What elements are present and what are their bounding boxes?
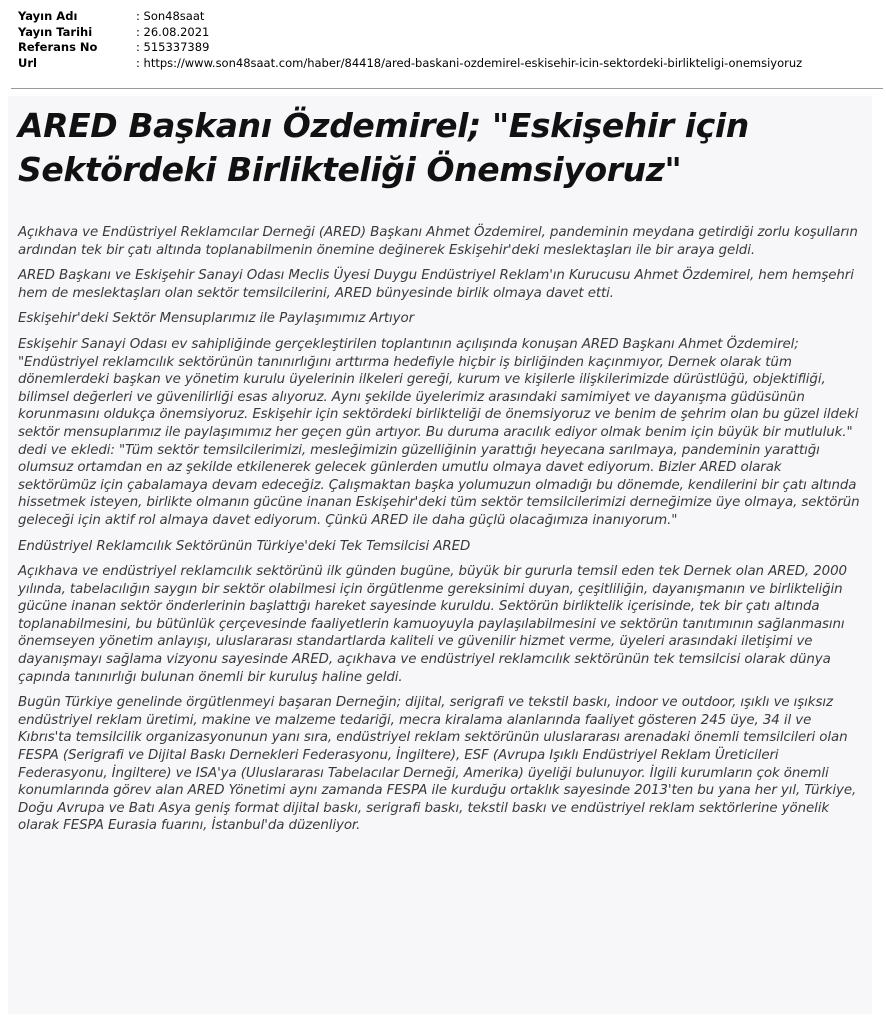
article-paragraph: Açıkhava ve Endüstriyel Reklamcılar Derneği (ARED) Başkanı Ahmet Özdemirel, pandeminin meydana getirdiği zorlu koşulların ardından tek bir çatı altında toplanabilmenin önemine değinerek Eskişehir'deki meslektaşları ile bir araya geldi. xyxy=(18,225,858,258)
meta-value: : 515337389 xyxy=(136,40,210,54)
meta-label: Referans No xyxy=(18,40,98,54)
article-paragraph: Bugün Türkiye genelinde örgütlenmeyi başaran Derneğin; dijital, serigrafi ve tekstil baskı, indoor ve outdoor, ışıklı ve ışıksız endüstriyel reklam üretimi, makine ve malzeme tedariği, mecra kiralama alanlarında faaliyet gösteren 245 üye, 34 il ve Kıbrıs'ta temsilcilik organizasyonunun yanı sıra, endüstriyel reklam sektörünün uluslararası arenadaki önemli temsilcileri olan FESPA (Serigrafi ve Dijital Baskı Dernekleri Federasyonu, İngiltere), ESF (Avrupa Işıklı Endüstriyel Reklam Üreticileri Federasyonu, İngiltere) ve ISA'ya (Uluslararası Tabelacılar Derneği, Amerika) üyeliği bulunuyor. İlgili kurumların çok önemli konumlarında görev alan ARED Yönetimi aynı zamanda FESPA ile kurduğu ortaklık sayesinde 2013'ten bu yana her yıl, Türkiye, Doğu Avrupa ve Batı Asya geniş format dijital baskı, serigrafi baskı, tekstil baskı ve endüstriyel reklam sektörlerine yönelik olarak FESPA Eurasia fuarını, İstanbul'da düzenliyor. xyxy=(18,695,857,834)
meta-row-url xyxy=(18,56,802,72)
meta-label: Url xyxy=(18,55,37,70)
article-paragraph: Açıkhava ve endüstriyel reklamcılık sektörünü ilk günden bugüne, büyük bir gururla temsil eden tek Dernek olan ARED, 2000 yılında, tabelacılığın saygın bir sektör olabilmesi için örgütlenme gereksinimi duyan, çeşitliliğin, dayanışmanın ve birlikteliğin gücüne inanan sektör önderlerinin başlattığı hareket sayesinde kuruldu. Sektörün birliktelik içerisinde, tek bir çatı altında toplanabilmesini, bu bütünlük çerçevesinde faaliyetlerin kamuoyuyla paylaşılabilmesini ve sektörün tanıtımının sağlanmasını önemseyen yönetim anlayışı, uluslararası standartlarda kaliteli ve güvenilir hizmet verme, üyeleri arasındaki iletişimi ve dayanışmayı sağlama vizyonu sayesinde ARED, açıkhava ve endüstriyel reklamcılık sektörünün tek temsilcisi olarak dünya çapında tanınırlığı bulunan önemli bir kuruluş haline geldi. xyxy=(18,564,847,685)
meta-row-publication xyxy=(18,9,802,25)
meta-value: : 26.08.2021 xyxy=(136,24,210,39)
meta-row-date xyxy=(18,25,802,41)
divider xyxy=(11,88,883,89)
article-paragraph: ARED Başkanı ve Eskişehir Sanayi Odası Meclis Üyesi Duygu Endüstriyel Reklam'ın Kurucusu Ahmet Özdemirel, hem hemşehri hem de meslektaşları olan sektör temsilcilerini, ARED bünyesinde birlik olmaya davet etti. xyxy=(18,268,854,301)
article-subheading: Endüstriyel Reklamcılık Sektörünün Türkiye'deki Tek Temsilcisi ARED xyxy=(18,538,471,554)
meta-url-value: : https://www.son48saat.com/haber/84418/ared-baskani-ozdemirel-eskisehir-icin-sektordeki-birlikteligi-onemsiyoruz xyxy=(136,55,803,70)
article-clipping xyxy=(8,96,872,1014)
article-body xyxy=(18,224,860,843)
article-headline: ARED Başkanı Özdemirel; "Eskişehir için Sektördeki Birlikteliği Önemsiyoruz" xyxy=(18,106,749,189)
article-paragraph: Eskişehir Sanayi Odası ev sahipliğinde gerçekleştirilen toplantının açılışında konuşan ARED Başkanı Ahmet Özdemirel; "Endüstriyel reklamcılık sektörünün tanınırlığını arttırma hedefiyle hiçbir iş birliğinden kaçınmıyor, Dernek olarak tüm dönemlerdeki başkan ve yönetim kurulu üyelerinin ilkeleri gereği, kurum ve kişilerle ilişkilerimizde dürüstlüğü, objektifliği, bilimsel değerleri ve güvenilirliği esas alıyoruz. Aynı şekilde üyelerimiz arasındaki samimiyet ve dayanışma güdüsünün korunmasını oldukça önemsiyoruz. Eskişehir için sektördeki birlikteliği de önemsiyoruz ve benim de şehrim olan bu güzel ildeki sektör mensuplarımız ile paylaşımımız her geçen gün artıyor. Bu duruma aracılık ediyor olmak benim için büyük bir mutluluk." dedi ve ekledi: "Tüm sektör temsilcilerimizi, mesleğimizin güzelliğinin yarattığı heyecana sarılmaya, pandeminin yarattığı olumsuz ortamdan en az şekilde etkilenerek gelecek günlerden umutlu olmaya davet ediyorum. Bizler ARED olarak sektörümüz için çabalamaya devam edeceğiz. Çalışmaktan başka yolumuzun olmadığı bu dönemde, kendilerini bir çatı altında hissetmek isteyen, birlikte olmanın gücüne inanan Eskişehir'deki tüm sektör temsilcilerimizi derneğimize üye olmaya, sektörün geleceği için aktif rol almaya davet ediyorum. Çünkü ARED ile daha güçlü olacağımıza inanıyorum." xyxy=(18,336,860,528)
metadata-block xyxy=(18,9,802,71)
meta-label: Yayın Adı xyxy=(18,9,78,23)
article-subheading: Eskişehir'deki Sektör Mensuplarımız ile Paylaşımımız Artıyor xyxy=(18,311,414,327)
meta-value: : Son48saat xyxy=(136,9,205,23)
meta-row-reference xyxy=(18,40,802,56)
meta-label: Yayın Tarihi xyxy=(18,24,93,39)
